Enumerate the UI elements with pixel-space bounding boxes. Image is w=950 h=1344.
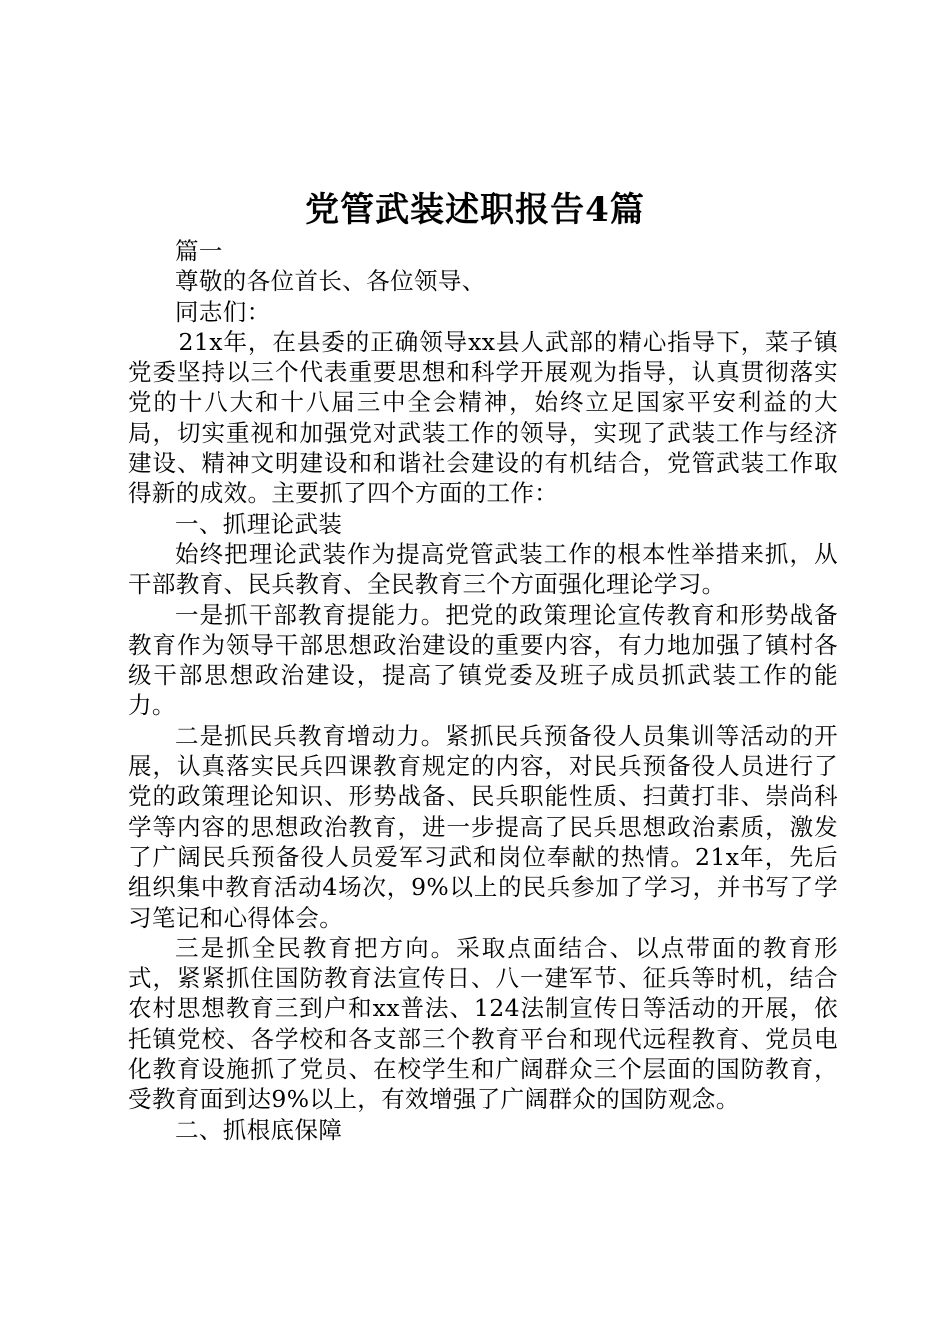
section-label: 篇一 <box>175 237 223 265</box>
salutation-line: 同志们： <box>175 297 271 326</box>
section-heading: 二、抓根底保障 <box>175 1115 343 1144</box>
document-title: 党管武装述职报告4篇 <box>305 190 645 230</box>
body-paragraph: 三是抓全民教育把方向。采取点面结合、以点带面的教育形式，紧紧抓住国防教育法宣传日、八一建军节、征兵等时机，结合农村思想教育三到户和xx普法、124法制宣传日等活动的开展，依托镇党校、各学校和各支部三个教育平台和现代远程教育、党员电化教育设施抓了党员、在校学生和广阔群众三个层面的国防教育，受教育面到达9%以上，有效增强了广阔群众的国防观念。 <box>128 933 838 1114</box>
document-body <box>128 236 838 1145</box>
body-paragraph: 始终把理论武装作为提高党管武装工作的根本性举措来抓，从干部教育、民兵教育、全民教育三个方面强化理论学习。 <box>128 539 838 599</box>
section-heading: 一、抓理论武装 <box>175 509 343 538</box>
salutation-line: 尊敬的各位首长、各位领导、 <box>175 267 486 296</box>
body-paragraph: 21x年，在县委的正确领导xx县人武部的精心指导下，菜子镇党委坚持以三个代表重要思想和科学开展观为指导，认真贯彻落实党的十八大和十八届三中全会精神，始终立足国家平安利益的大局，切实重视和加强党对武装工作的领导，实现了武装工作与经济建设、精神文明建设和和谐社会建设的有机结合，党管武装工作取得新的成效。主要抓了四个方面的工作： <box>128 327 838 508</box>
body-paragraph: 二是抓民兵教育增动力。紧抓民兵预备役人员集训等活动的开展，认真落实民兵四课教育规定的内容，对民兵预备役人员进行了党的政策理论知识、形势战备、民兵职能性质、扫黄打非、崇尚科学等内容的思想政治教育，进一步提高了民兵思想政治素质，激发了广阔民兵预备役人员爱军习武和岗位奉献的热情。21x年，先后组织集中教育活动4场次，9%以上的民兵参加了学习，并书写了学习笔记和心得体会。 <box>128 721 838 932</box>
body-paragraph: 一是抓干部教育提能力。把党的政策理论宣传教育和形势战备教育作为领导干部思想政治建设的重要内容，有力地加强了镇村各级干部思想政治建设，提高了镇党委及班子成员抓武装工作的能力。 <box>128 600 838 720</box>
